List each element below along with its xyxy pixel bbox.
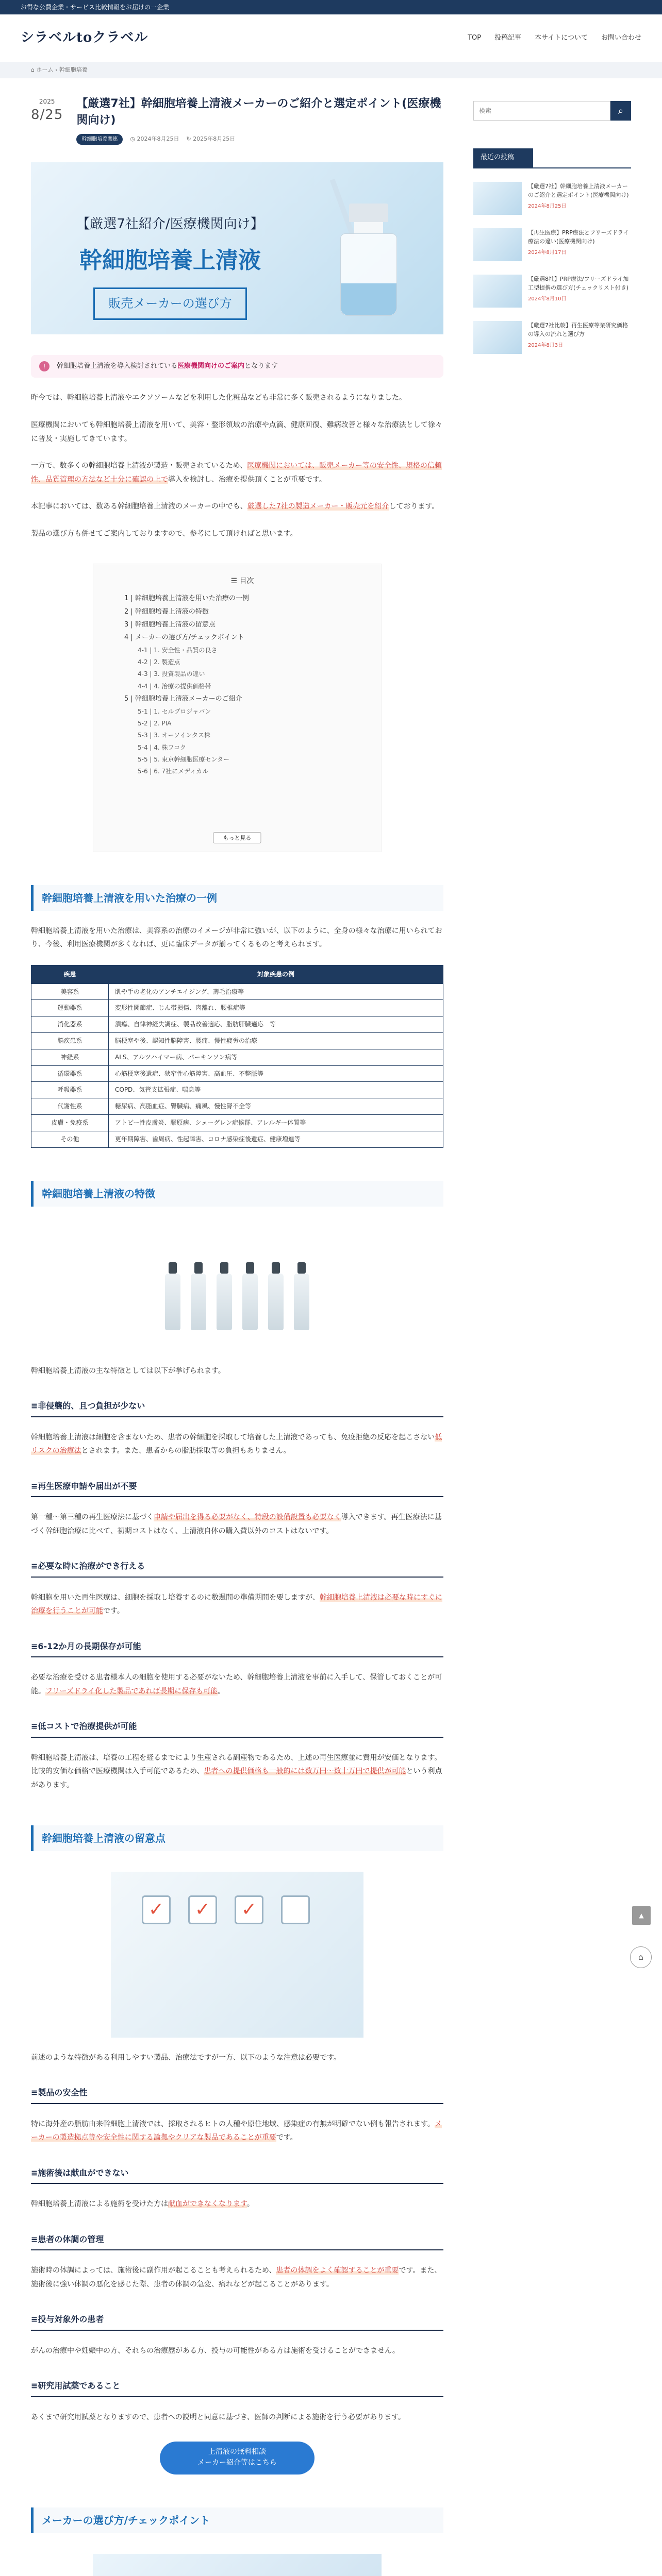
eyecatch-text <box>57 212 284 320</box>
recent-post-title[interactable]: 【厳選7社比較】再生医療等業研究価格の導入の流れと選び方 <box>528 321 628 337</box>
table-cell-examples: COPD、気管支拡張症、喘息等 <box>109 1082 443 1098</box>
toc-expand-button[interactable]: もっと見る <box>213 832 261 843</box>
table-cell-category: 脳疾患系 <box>31 1033 109 1049</box>
recent-posts-list <box>473 182 631 354</box>
check-mark-icon: ≡ <box>31 2234 38 2244</box>
toc-item[interactable]: 3 | 幹細胞培養上清液の留意点 <box>124 620 216 629</box>
check-mark-icon: ≡ <box>31 2314 38 2325</box>
table-row <box>31 1033 443 1049</box>
post-year: 2025 <box>39 98 55 105</box>
check-mark-icon: ≡ <box>31 2381 38 2391</box>
nav-about[interactable]: 本サイトについて <box>535 33 588 42</box>
home-circle-button[interactable]: ⌂ <box>630 1946 652 1968</box>
table-cell-category: 代謝性系 <box>31 1098 109 1115</box>
breadcrumb <box>0 62 662 78</box>
nav-contact[interactable]: お問い合わせ <box>601 33 641 42</box>
highlight-text: 幹細胞培養上清液は必要な時にすぐに治療を行うことが可能 <box>31 1593 442 1616</box>
feature-heading: ≡再生医療申請や届出が不要 <box>31 1479 443 1497</box>
recent-post-date: 2024年8月25日 <box>528 203 567 209</box>
table-cell-category: 神経系 <box>31 1049 109 1065</box>
nav-top[interactable]: TOP <box>468 33 482 42</box>
recent-post-title[interactable]: 【再生医療】PRP療法とフリーズドライ療法の違い(医療機関向け) <box>528 229 629 245</box>
highlight-text: 医療機関においては、販売メーカー等の安全性、規格の信頼性、品質管理の方法など十分に確認の上で <box>31 462 442 484</box>
intro-paragraph-3: 一方で、数多くの幹細胞培養上清液が製造・販売されているため、医療機関においては、販売メーカー等の安全性、規格の信頼性、品質管理の方法など十分に確認の上で導入を検討し、治療を提供頂くことが重要です。 <box>31 462 442 484</box>
checkpoints-banner-image <box>93 2554 382 2576</box>
checklist-image: ✓ ✓ ✓ <box>111 1872 363 2038</box>
toc-item[interactable]: 5-4 | 4. 株フコク <box>138 743 186 751</box>
caution-body: 特に海外産の脂肪由来幹細胞上清液では、採取されるヒトの人種や原住地域、感染症の有無が明確でない例も報告されます。メーカーの製造拠点等や安全性に関する論拠やクリアな製品であることが重要です。 <box>31 2120 442 2142</box>
table-cell-category: 運動器系 <box>31 1000 109 1016</box>
post-date-box <box>31 96 63 145</box>
search-icon: ⌕ <box>618 105 624 116</box>
post-title: 【厳選7社】幹細胞培養上清液メーカーのご紹介と選定ポイント(医療機関向け) <box>76 97 441 127</box>
feature-body: 幹細胞培養上清液は細胞を含まないため、患者の幹細胞を採取して培養した上清液であっても、免疫拒絶の反応を起こさない低リスクの治療法とされます。また、患者からの脂肪採取等の負担もありません。 <box>31 1433 442 1455</box>
table-cell-examples: 糖尿病、高脂血症、腎臓病、痛風、慢性腎不全等 <box>109 1098 443 1115</box>
list-icon: ☰ <box>230 577 240 585</box>
section-heading-features: 幹細胞培養上清液の特徴 <box>31 1181 443 1207</box>
toc-item[interactable]: 5-2 | 2. PIA <box>138 719 172 727</box>
recent-post-date: 2024年8月3日 <box>528 342 564 348</box>
toc-item[interactable]: 1 | 幹細胞培養上清液を用いた治療の一例 <box>124 595 249 603</box>
recent-post-text <box>528 228 631 261</box>
recent-post-date: 2024年8月17日 <box>528 249 567 256</box>
table-row <box>31 1082 443 1098</box>
toc-title: ☰ 目次 <box>230 577 254 585</box>
recent-posts-heading: 最近の投稿 <box>473 148 533 167</box>
site-logo[interactable]: シラベルtoクラベル <box>21 30 148 46</box>
section-heading-treatments: 幹細胞培養上清液を用いた治療の一例 <box>31 885 443 911</box>
check-mark-icon: ≡ <box>31 1401 38 1411</box>
table-of-contents <box>93 564 382 852</box>
home-icon: ⌂ <box>31 66 35 73</box>
recent-post-title[interactable]: 【厳選8社】PRP療法/フリーズドライ加工型提携の選び方(チェックリスト付き) <box>528 275 629 291</box>
table-cell-examples: ALS、アルツハイマー病、パーキンソン病等 <box>109 1049 443 1065</box>
table-row <box>31 984 443 1000</box>
table-cell-category: 美容系 <box>31 984 109 1000</box>
table-header-examples: 対象疾患の例 <box>109 965 443 984</box>
check-mark-icon: ≡ <box>31 1721 38 1732</box>
eyecatch-main: 幹細胞培養上清液 <box>79 247 261 274</box>
table-header-category: 疾患 <box>31 965 109 984</box>
recent-post-item[interactable] <box>473 182 631 215</box>
post-header <box>31 96 443 145</box>
site-header <box>0 14 662 62</box>
nav-posts[interactable]: 投稿記事 <box>494 33 522 42</box>
recent-post-item[interactable] <box>473 321 631 354</box>
highlight-text: フリーズドライ化した製品であれば長期に保存も可能 <box>45 1687 218 1696</box>
cautions-intro: 前述のような特徴がある利用しやすい製品、治療法ですが一方、以下のような注意は必要です。 <box>31 2053 341 2062</box>
post-thumbnail[interactable] <box>473 321 522 354</box>
table-row <box>31 1114 443 1131</box>
treatments-table <box>31 965 443 1148</box>
recent-post-text <box>528 182 631 215</box>
recent-post-title[interactable]: 【厳選7社】幹細胞培養上清液メーカーのご紹介と選定ポイント(医療機関向け) <box>528 182 629 198</box>
table-cell-examples: アトピー性皮膚炎、膠原病、シェーグレン症候群、アレルギー体質等 <box>109 1114 443 1131</box>
caution-body: 幹細胞培養上清液による施術を受けた方は献血ができなくなります。 <box>31 2200 254 2209</box>
check-mark-icon: ≡ <box>31 1561 38 1571</box>
toc-item[interactable]: 5-3 | 3. オーソインタス株 <box>138 732 210 739</box>
highlight-text: メーカーの製造拠点等や安全性に関する論拠やクリアな製品であることが重要 <box>31 2120 442 2142</box>
post-monthday: 8/25 <box>31 107 63 123</box>
feature-body: 幹細胞培養上清液は、培養の工程を経るまでにより生産される副産物であるため、上述の再生医療並に費用が安価となります。比較的安価な価格で医療機関は入手可能であるため、患者への提供価格も一般的には数万円〜数十万円で提供が可能という利点があります。 <box>31 1753 442 1790</box>
recent-post-date: 2024年8月10日 <box>528 296 567 302</box>
content-wrap <box>0 78 662 2576</box>
section-heading-cautions: 幹細胞培養上清液の留意点 <box>31 1825 443 1851</box>
intro-paragraph-4: 本記事においては、数ある幹細胞培養上清液のメーカーの中でも、厳選した7社の製造メーカー・販売元を紹介しております。 <box>31 502 439 511</box>
caution-heading: ≡患者の体調の管理 <box>31 2232 443 2250</box>
notice-box <box>31 355 443 378</box>
recent-post-item[interactable] <box>473 275 631 308</box>
breadcrumb-current[interactable]: 幹細胞培養 <box>59 66 88 73</box>
post-meta <box>76 134 443 145</box>
caution-body: がんの治療中や妊娠中の方、それらの治療歴がある方、投与の可能性がある方は施術を受けることができません。 <box>31 2346 400 2355</box>
check-mark-icon: ≡ <box>31 2088 38 2098</box>
feature-heading: ≡非侵襲的、且つ負担が少ない <box>31 1398 443 1417</box>
ampoules-image <box>150 1227 325 1351</box>
consultation-cta-button[interactable] <box>160 2442 315 2475</box>
cta-line-1: 上清液の無料相談 <box>208 2448 266 2456</box>
recent-post-text <box>528 321 631 354</box>
table-row <box>31 1065 443 1082</box>
cta-line-2: メーカー紹介等はこちら <box>197 2459 277 2467</box>
intro-paragraph-5: 製品の選び方も併せてご案内しておりますので、参考にして頂ければと思います。 <box>31 530 297 538</box>
section-heading-checkpoints: メーカーの選び方/チェックポイント <box>31 2507 443 2533</box>
caution-body: 施術時の体調によっては、施術後に副作用が起こることも考えられるため、患者の体調をよく確認することが重要です。また、施術後に強い体調の悪化を感じた際、患者の体調の急変、痛れなどが起こることがあります。 <box>31 2266 442 2289</box>
toc-item[interactable]: 4-3 | 3. 投資製品の違い <box>138 670 205 678</box>
features-list <box>31 1398 443 1792</box>
eyecatch-image <box>31 162 443 334</box>
caution-heading: ≡製品の安全性 <box>31 2085 443 2104</box>
search-form <box>473 101 631 121</box>
topbar-text: お得な公費企業・サービス比較情報をお届けの一企業 <box>21 4 170 11</box>
caution-heading: ≡研究用試薬であること <box>31 2378 443 2397</box>
highlight-text: 低リスクの治療法 <box>31 1433 442 1455</box>
highlight-text: 献血ができなくなります <box>168 2200 247 2209</box>
table-cell-examples: 肌や手の老化のアンチエイジング、薄毛治療等 <box>109 984 443 1000</box>
post-thumbnail[interactable] <box>473 182 522 215</box>
highlight-text: 申請や届出を得る必要がなく、特段の設備設置も必要なく <box>154 1513 341 1522</box>
highlight-text: 患者への提供価格も一般的には数万円〜数十万円で提供が可能 <box>204 1767 406 1776</box>
heading-divider <box>473 167 631 168</box>
search-button[interactable] <box>610 101 631 121</box>
intro-paragraph-2: 医療機関においても幹細胞培養上清液を用いて、美容・整形領域の治療や点滴、健康回復、難病改善と様々な治療法として徐々に普及・実施してきています。 <box>31 421 442 443</box>
recent-post-item[interactable] <box>473 228 631 261</box>
toc-item[interactable]: 5-1 | 1. セルプロジャパン <box>138 707 211 715</box>
refresh-icon: ↻ <box>186 135 193 142</box>
topbar <box>0 0 662 14</box>
toc-item[interactable]: 4-2 | 2. 製造点 <box>138 658 180 666</box>
table-row <box>31 1131 443 1147</box>
feature-heading: ≡必要な時に治療ができ行える <box>31 1558 443 1577</box>
global-nav <box>468 32 641 45</box>
feature-heading: ≡6-12か月の長期保存が可能 <box>31 1639 443 1657</box>
toc-item[interactable]: 4-1 | 1. 安全性・品質の良さ <box>138 646 218 654</box>
toc-item[interactable]: 4 | メーカーの選び方/チェックポイント <box>124 634 244 642</box>
notice-text: 幹細胞培養上清液を導入検討されている医療機関向けのご案内となります <box>57 362 278 370</box>
table-cell-category: 消化器系 <box>31 1016 109 1033</box>
check-mark-icon: ≡ <box>31 1481 38 1491</box>
main-content <box>31 78 443 2576</box>
eyecatch-sub: 【厳選7社紹介/医療機関向け】 <box>76 216 264 232</box>
table-row <box>31 1049 443 1065</box>
table-cell-examples: 心筋梗塞後遺症、狭窄性心筋障害、高血圧、不整脈等 <box>109 1065 443 1082</box>
toc-item[interactable]: 2 | 幹細胞培養上清液の特徴 <box>124 607 209 616</box>
table-cell-category: 循環器系 <box>31 1065 109 1082</box>
table-cell-category: 呼吸器系 <box>31 1082 109 1098</box>
table-cell-category: 皮膚・免疫系 <box>31 1114 109 1131</box>
check-mark-icon: ≡ <box>31 1641 38 1651</box>
feature-heading: ≡低コストで治療提供が可能 <box>31 1719 443 1737</box>
table-row <box>31 1016 443 1033</box>
table-cell-examples: 変形性関節症、じん帯損傷、肉離れ、腰椎症等 <box>109 1000 443 1016</box>
table-cell-examples: 更年期障害、歯周病、性起障害、コロナ感染症後遺症、健康増進等 <box>109 1131 443 1147</box>
treatments-intro: 幹細胞培養上清液を用いた治療は、美容系の治療のイメージが非常に強いが、以下のように、全身の様々な治療に用いられており、今後、利用医療機関が多くなれば、更に臨床データが揃ってくるものと考えられます。 <box>31 926 442 949</box>
table-cell-examples: 潰瘍、自律神経失調症、製品改善適応、脂肪肝臓適応 等 <box>109 1016 443 1033</box>
feature-body: 幹細胞を用いた再生医療は、細胞を採取し培養するのに数週間の準備期間を要しますが、幹細胞培養上清液は必要な時にすぐに治療を行うことが可能です。 <box>31 1593 442 1616</box>
toc-item[interactable]: 5 | 幹細胞培養上清液メーカーのご紹介 <box>124 695 242 703</box>
toc-item[interactable]: 4-4 | 4. 治療の提供価格帯 <box>138 682 211 690</box>
toc-item[interactable]: 5-6 | 6. 7社にメディカル <box>138 768 209 775</box>
toc-item[interactable]: 5-5 | 5. 東京幹細胞医療センター <box>138 756 230 764</box>
scroll-top-button[interactable]: ▲ <box>632 1906 651 1925</box>
updated-date: ↻ 2025年8月25日 <box>186 135 236 142</box>
toc-list <box>124 592 360 778</box>
table-cell-category: その他 <box>31 1131 109 1147</box>
post-thumbnail[interactable] <box>473 275 522 308</box>
breadcrumb-separator: › <box>55 66 58 73</box>
highlight-text: 厳選した7社の製造メーカー・販売元を紹介 <box>247 502 389 511</box>
category-badge[interactable]: 幹細胞培養関連 <box>76 134 123 145</box>
sidebar <box>473 78 631 2576</box>
eyecatch-box: 販売メーカーの選び方 <box>93 287 247 320</box>
check-mark-icon: ≡ <box>31 2167 38 2178</box>
info-icon: ! <box>39 361 49 371</box>
published-date: ◷ 2024年8月25日 <box>130 135 179 142</box>
post-thumbnail[interactable] <box>473 228 522 261</box>
caution-heading: ≡施術後は献血ができない <box>31 2165 443 2184</box>
clock-icon: ◷ <box>130 135 137 142</box>
vial-illustration <box>340 204 397 317</box>
table-row <box>31 1000 443 1016</box>
feature-body: 必要な治療を受ける患者様本人の細胞を使用する必要がないため、幹細胞培養上清液を事前に入手して、保管しておくことが可能。フリーズドライ化した製品であれば長期に保存も可能。 <box>31 1673 442 1696</box>
highlight-text: 患者の体調をよく確認することが重要 <box>276 2266 399 2275</box>
intro-paragraph-1: 昨今では、幹細胞培養上清液やエクソソームなどを利用した化粧品なども非常に多く販売されるようになりました。 <box>31 394 406 402</box>
recent-post-text <box>528 275 631 308</box>
table-cell-examples: 脳梗塞や後、認知性脳障害、腰痛、慢性疲労の治療 <box>109 1033 443 1049</box>
table-row <box>31 1098 443 1115</box>
search-input[interactable] <box>473 101 610 121</box>
features-intro: 幹細胞培養上清液の主な特徴としては以下が挙げられます。 <box>31 1366 225 1375</box>
caution-heading: ≡投与対象外の患者 <box>31 2312 443 2330</box>
feature-body: 第一種〜第三種の再生医療法に基づく申請や届出を得る必要がなく、特段の設備設置も必要なく導入できます。再生医療法に基づく幹細胞治療に比べて、初期コストはなく、上清液自体の購入費以外のコストはないです。 <box>31 1513 442 1535</box>
cautions-list <box>31 2085 443 2424</box>
caution-body: あくまで研究用試薬となりますので、患者への説明と同意に基づき、医師の判断による施術を行う必要があります。 <box>31 2413 406 2421</box>
breadcrumb-home[interactable]: ホーム <box>36 66 54 73</box>
